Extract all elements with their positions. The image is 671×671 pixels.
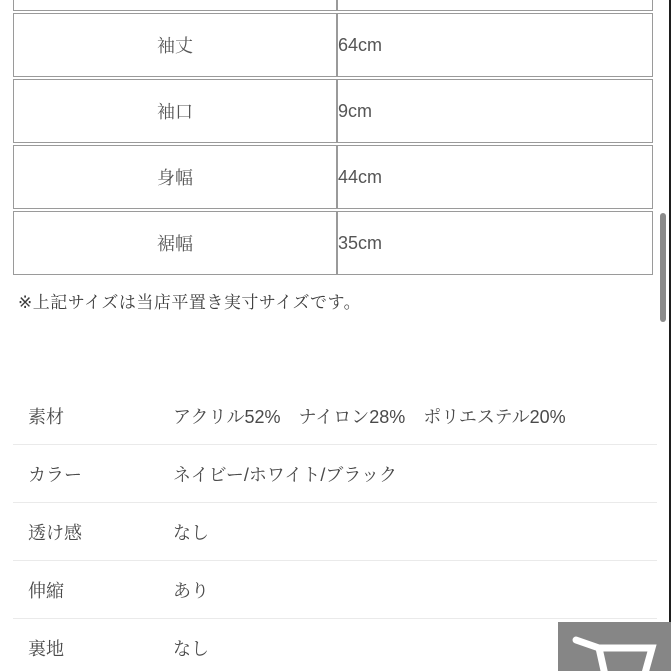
spec-label: 裏地 (28, 638, 64, 659)
table-row (13, 79, 653, 143)
size-value-cell (337, 0, 653, 11)
spec-value: なし (173, 638, 209, 659)
list-item (13, 445, 657, 503)
shopping-cart-icon (558, 622, 671, 671)
size-label-cell: 裾幅 (13, 211, 337, 275)
size-table (13, 0, 653, 277)
table-row (13, 13, 653, 77)
list-item (13, 387, 657, 445)
table-row (13, 145, 653, 209)
size-value-cell: 9cm (337, 79, 653, 143)
spec-label: 透け感 (28, 522, 82, 543)
size-label-cell: 袖口 (13, 79, 337, 143)
spec-label: 伸縮 (28, 580, 64, 601)
size-value-cell: 35cm (337, 211, 653, 275)
size-label-cell (13, 0, 337, 11)
spec-value: あり (173, 580, 209, 601)
table-row (13, 211, 653, 275)
table-row-partial (13, 0, 653, 11)
list-item (13, 503, 657, 561)
spec-label: 素材 (28, 406, 64, 427)
spec-value: アクリル52% ナイロン28% ポリエステル20% (173, 406, 566, 427)
size-value-cell: 64cm (337, 13, 653, 77)
spec-value: ネイビー/ホワイト/ブラック (173, 464, 398, 485)
size-value-cell: 44cm (337, 145, 653, 209)
list-item (13, 561, 657, 619)
scrollbar-thumb[interactable] (660, 213, 666, 322)
spec-label: カラー (28, 464, 82, 485)
size-label-cell: 身幅 (13, 145, 337, 209)
size-note: ※上記サイズは当店平置き実寸サイズです。 (18, 293, 362, 312)
size-label-cell: 袖丈 (13, 13, 337, 77)
add-to-cart-button[interactable] (558, 622, 671, 671)
spec-value: なし (173, 522, 209, 543)
